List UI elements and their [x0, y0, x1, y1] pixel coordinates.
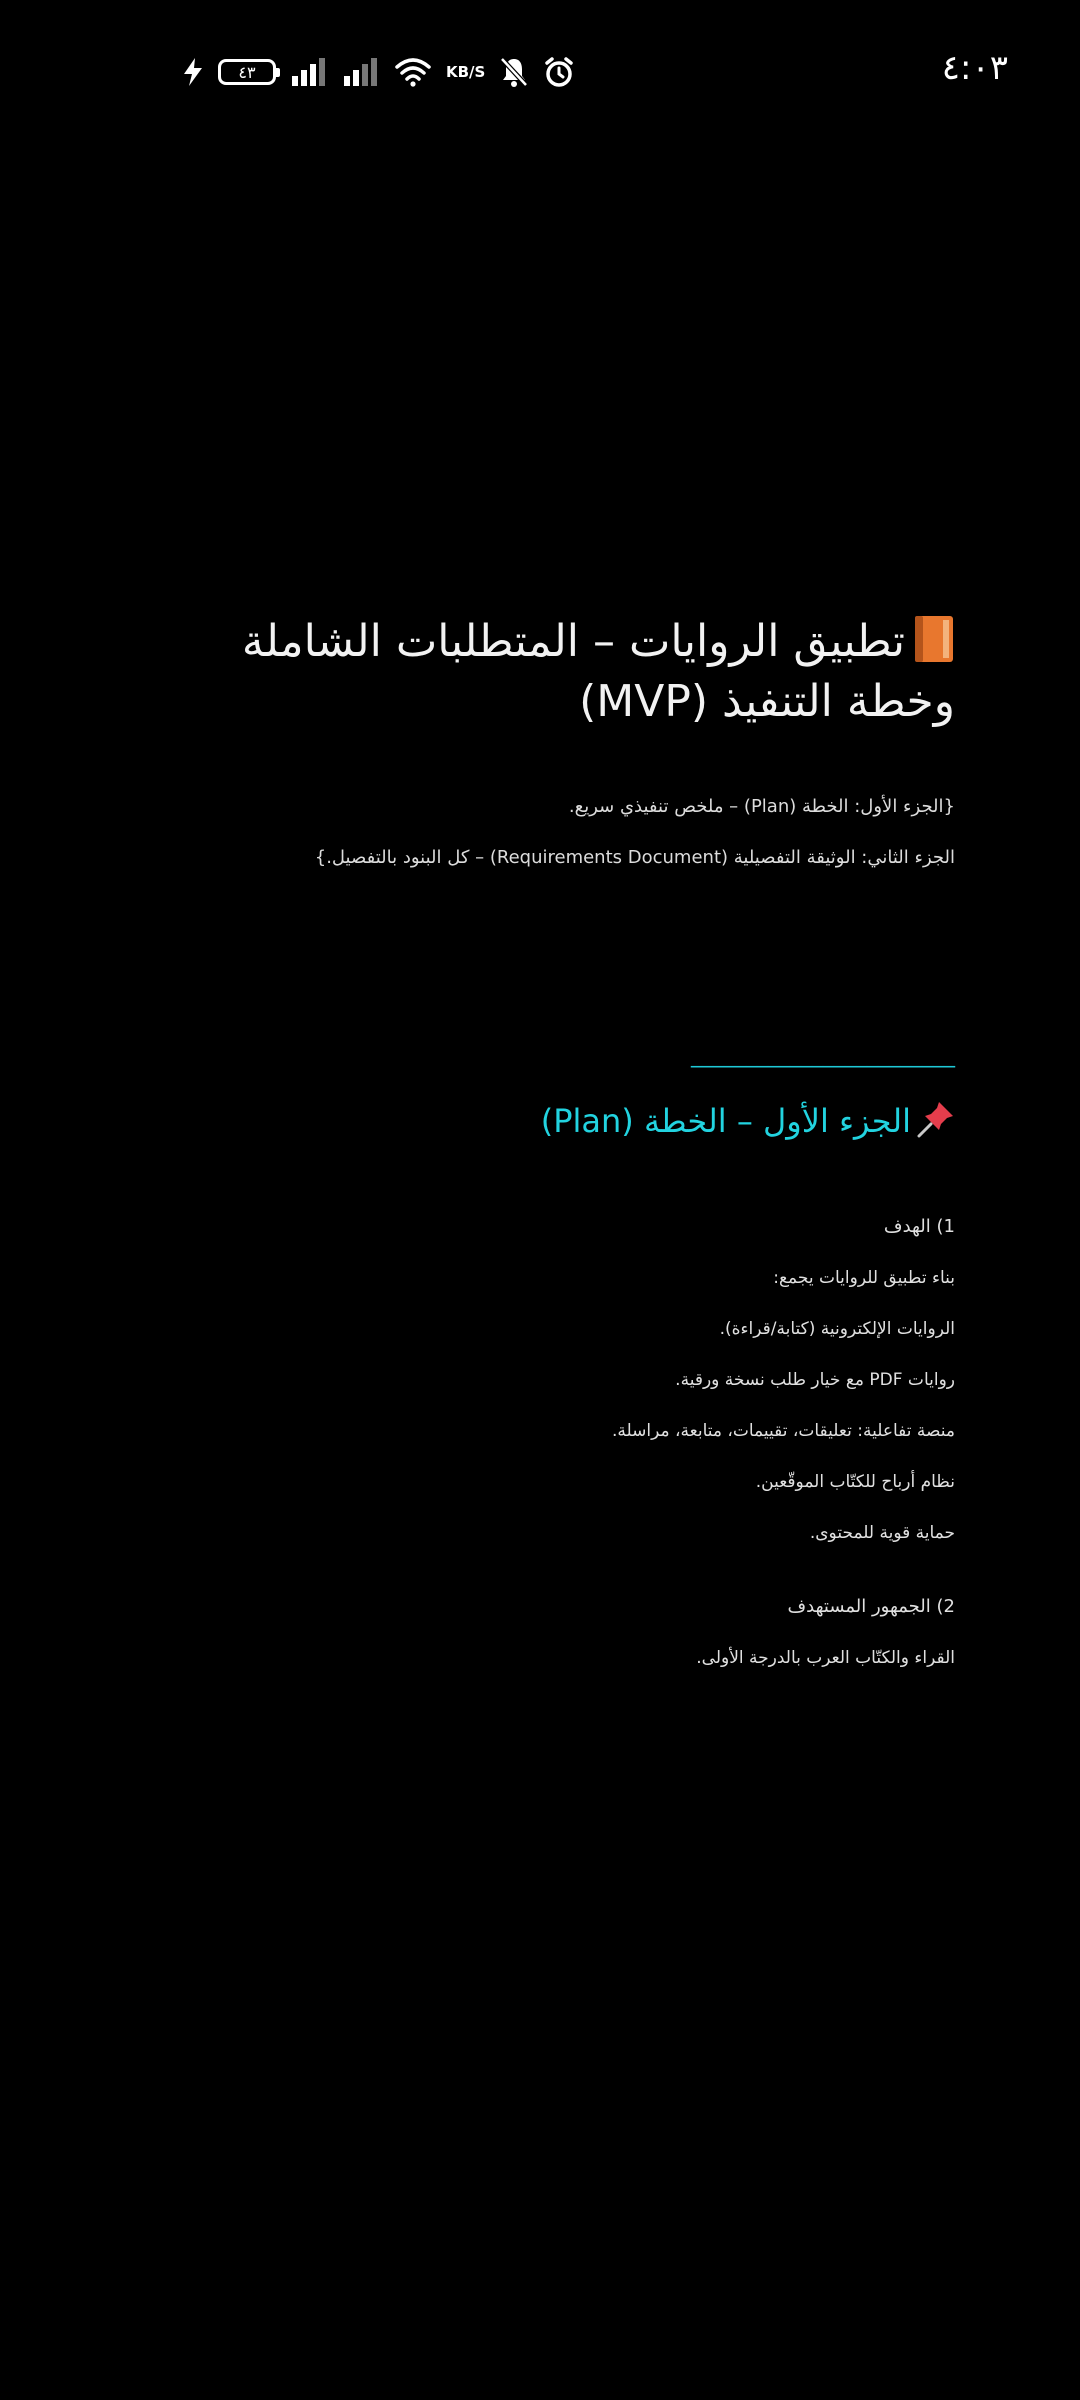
intro-line: {الجزء الأول: الخطة (Plan) – ملخص تنفيذي سريع. — [568, 796, 955, 817]
signal-icon — [290, 58, 328, 86]
goal-line: روايات PDF مع خيار طلب نسخة ورقية. — [675, 1370, 955, 1390]
goal-line: نظام أرباح للكتّاب الموقّعين. — [755, 1472, 955, 1492]
intro-line: الجزء الثاني: الوثيقة التفصيلية (Requirements Document) – كل البنود بالتفصيل.} — [314, 847, 955, 868]
mute-icon — [499, 56, 529, 88]
document — [120, 612, 955, 1697]
goal-heading: 1) الهدف — [883, 1216, 955, 1237]
alarm-icon — [543, 56, 575, 88]
intro-block — [120, 794, 955, 871]
wifi-icon — [394, 57, 432, 87]
status-time: ٤:٠٣ — [941, 48, 1008, 88]
charging-bolt-icon — [182, 57, 204, 87]
section-title-block — [120, 1099, 955, 1143]
document-title-block — [120, 612, 955, 732]
section-title: الجزء الأول – الخطة (Plan) — [540, 1102, 911, 1140]
document-title: تطبيق الروايات – المتطلبات الشاملة وخطة التنفيذ (MVP) — [241, 616, 955, 727]
signal-icon — [342, 58, 380, 86]
audience-line: القراء والكتّاب العرب بالدرجة الأولى. — [696, 1648, 955, 1668]
goal-line: بناء تطبيق للروايات يجمع: — [773, 1268, 955, 1288]
network-speed-unit: KB/S — [446, 62, 486, 81]
goal-line: الروايات الإلكترونية (كتابة/قراءة). — [719, 1319, 955, 1339]
battery-level: ٤٣ — [238, 62, 256, 82]
section-divider: ________________________ — [691, 1043, 955, 1068]
plan-body — [120, 1215, 955, 1670]
goal-line: منصة تفاعلية: تعليقات، تقييمات، متابعة، مراسلة. — [612, 1421, 955, 1441]
pushpin-icon — [917, 1100, 955, 1138]
status-bar — [0, 0, 1080, 140]
goal-line: حماية قوية للمحتوى. — [809, 1523, 955, 1543]
audience-heading: 2) الجمهور المستهدف — [787, 1596, 955, 1617]
status-icons — [182, 52, 575, 92]
book-icon — [913, 614, 955, 664]
battery-icon — [218, 59, 276, 85]
